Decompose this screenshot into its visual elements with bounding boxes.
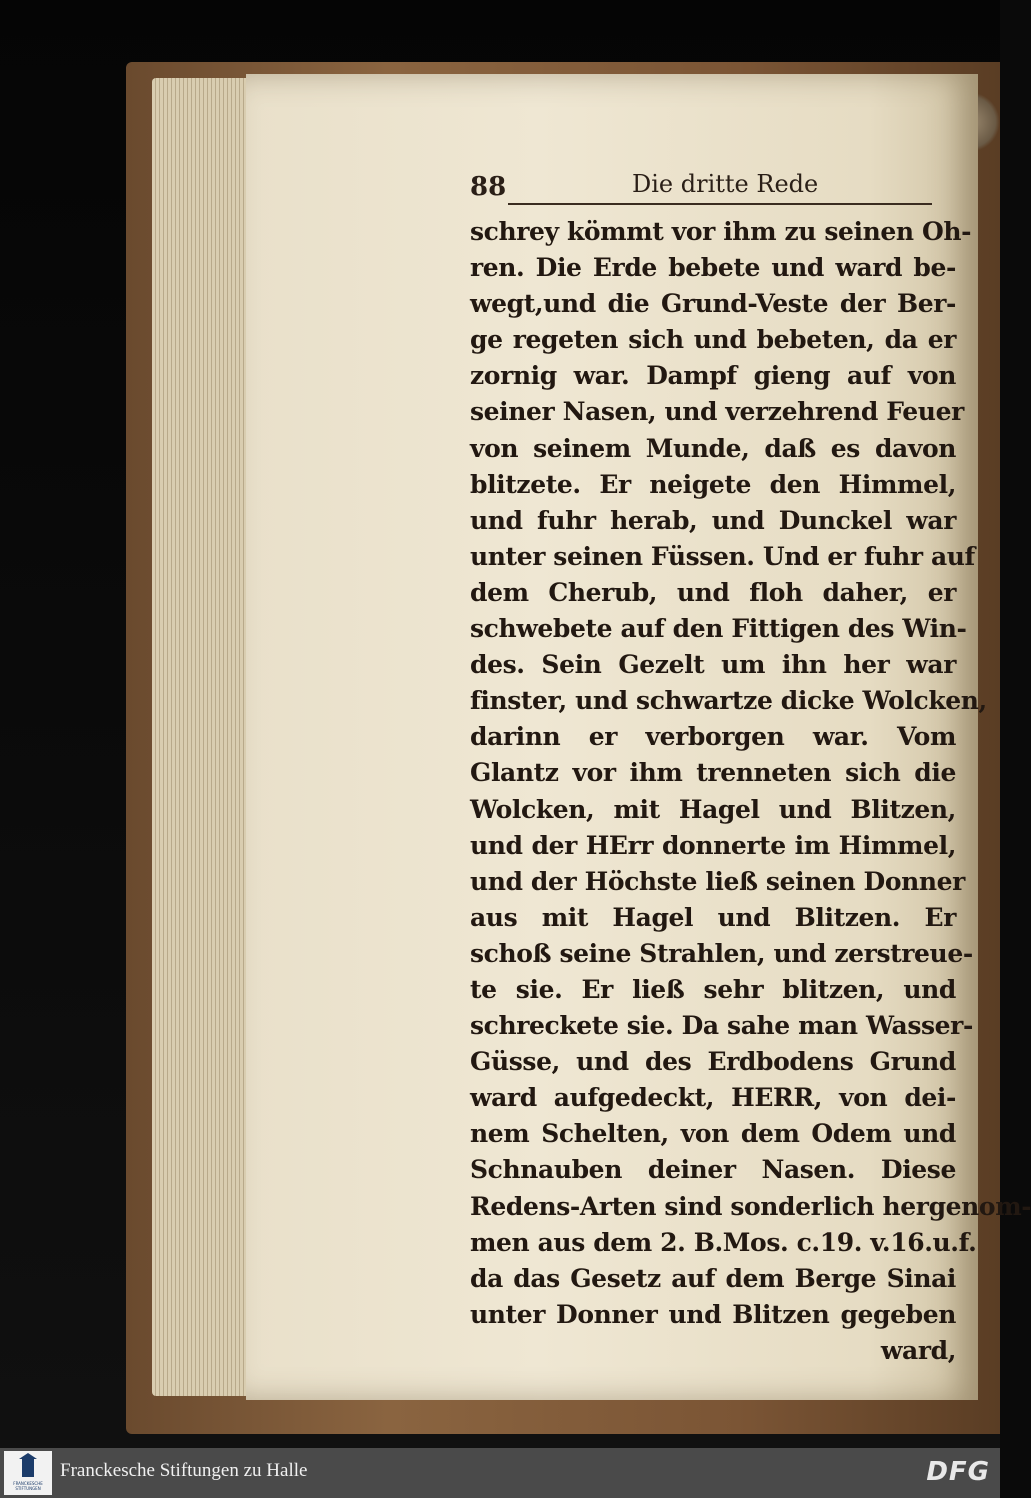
page-number: 88 xyxy=(470,172,507,202)
page-stack-edges xyxy=(152,78,252,1396)
text-line: schoß seine Strahlen, und zerstreue- xyxy=(470,938,973,968)
institution-name[interactable]: Franckesche Stiftungen zu Halle xyxy=(60,1460,308,1481)
body-text xyxy=(470,214,1031,1369)
text-line: finster, und schwartze dicke Wolcken, xyxy=(470,686,987,716)
text-line: Schnauben deiner Nasen. Diese xyxy=(470,1155,956,1185)
text-line: unter Donner und Blitzen gegeben xyxy=(470,1299,956,1329)
text-line: da das Gesetz auf dem Berge Sinai xyxy=(470,1263,956,1293)
text-line: dem Cherub, und floh daher, er xyxy=(470,577,956,607)
text-line: von seinem Munde, daß es davon xyxy=(470,433,956,463)
institution-logo[interactable] xyxy=(4,1451,52,1495)
text-line: seiner Nasen, und verzehrend Feuer xyxy=(470,397,964,427)
text-line: und der Höchste ließ seinen Donner xyxy=(470,866,965,896)
logo-tower-icon xyxy=(22,1457,34,1477)
text-line: zornig war. Dampf gieng auf von xyxy=(470,361,956,391)
text-line: Wolcken, mit Hagel und Blitzen, xyxy=(470,794,956,824)
running-title: Die dritte Rede xyxy=(632,170,819,198)
text-line: nem Schelten, von dem Odem und xyxy=(470,1119,956,1149)
footer-bar xyxy=(0,1448,1000,1498)
text-line: blitzete. Er neigete den Himmel, xyxy=(470,469,956,499)
text-line: schwebete auf den Fittigen des Win- xyxy=(470,614,967,644)
text-line: Redens-Arten sind sonderlich hergenom- xyxy=(470,1191,1031,1221)
text-line: wegt,und die Grund-Veste der Ber- xyxy=(470,289,956,319)
text-line: des. Sein Gezelt um ihn her war xyxy=(470,650,956,680)
text-line: schrey kömmt vor ihm zu seinen Oh- xyxy=(470,217,972,246)
header-rule xyxy=(508,203,932,205)
text-line: ge regeten sich und bebeten, da er xyxy=(470,325,956,355)
text-line: te sie. Er ließ sehr blitzen, und xyxy=(470,974,956,1004)
text-line: aus mit Hagel und Blitzen. Er xyxy=(470,902,956,932)
text-line: Glantz vor ihm trenneten sich die xyxy=(470,758,956,788)
text-line: men aus dem 2. B.Mos. c.19. v.16.u.f. xyxy=(470,1227,977,1257)
text-line: und fuhr herab, und Dunckel war xyxy=(470,505,956,535)
text-line: darinn er verborgen war. Vom xyxy=(470,722,956,752)
text-line: Güsse, und des Erdbodens Grund xyxy=(470,1047,956,1077)
text-line: ren. Die Erde bebete und ward be- xyxy=(470,253,956,283)
text-line: und der HErr donnerte im Himmel, xyxy=(470,830,956,860)
text-line: ward aufgedeckt, HERR, von dei- xyxy=(470,1083,956,1113)
logo-text: FRANCKESCHE STIFTUNGEN xyxy=(13,1481,43,1491)
text-line: schreckete sie. Da sahe man Wasser- xyxy=(470,1011,973,1041)
text-line: ward, xyxy=(880,1335,956,1365)
text-line: unter seinen Füssen. Und er fuhr auf xyxy=(470,541,975,571)
dfg-logo[interactable]: DFG xyxy=(926,1457,990,1487)
